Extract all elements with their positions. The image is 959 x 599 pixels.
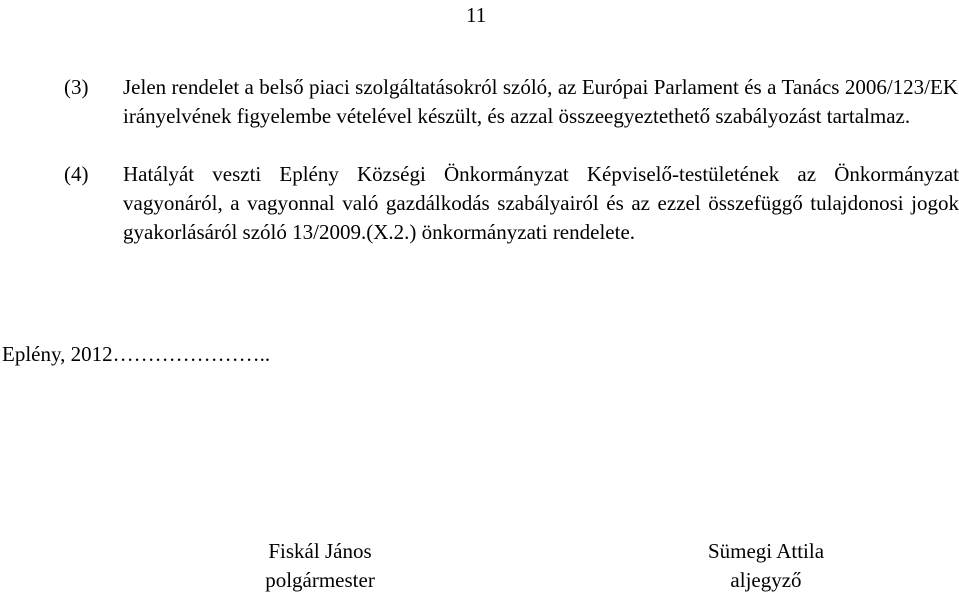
paragraph-4	[0, 160, 959, 285]
paragraph-number: (4)	[64, 162, 89, 186]
signature-block-notary	[686, 537, 846, 595]
place-and-date: Eplény, 2012…………………..	[2, 342, 271, 366]
signatory-title: polgármester	[265, 568, 375, 592]
signatory-name: Sümegi Attila	[707, 539, 825, 563]
signatory-title: aljegyző	[730, 568, 802, 592]
paragraph-number: (3)	[64, 75, 89, 99]
paragraph-text: Jelen rendelet a belső piaci szolgáltatásokról szóló, az Európai Parlament és a Tanács 2006/123/EK irányelvének figyelembe vételével készült, és azzal összeegyeztethető szabályozást tartalmaz.	[123, 75, 958, 128]
paragraph-3	[0, 73, 959, 163]
signature-block-mayor	[240, 537, 400, 595]
signatory-name: Fiskál János	[268, 539, 372, 563]
page-number: 11	[466, 3, 487, 27]
paragraph-text: Hatályát veszti Eplény Községi Önkormányzat Képviselő-testületének az Önkormányzat vagyonáról, a vagyonnal való gazdálkodás szabályairól és az ezzel összefüggő tulajdonosi jogok gyakorlásáról szóló 13/2009.(X.2.) önkormányzati rendelete.	[123, 162, 959, 244]
